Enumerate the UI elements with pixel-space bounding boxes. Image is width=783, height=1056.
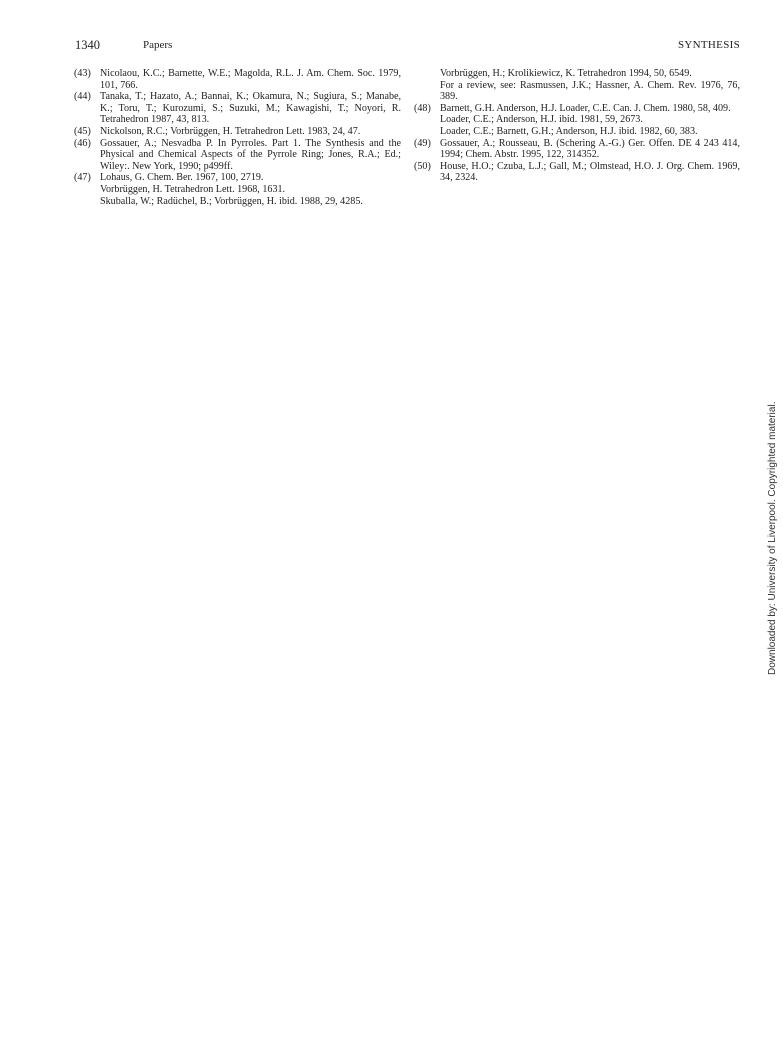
reference-number: (44) <box>74 91 91 103</box>
reference-continuation: Skuballa, W.; Radüchel, B.; Vorbrüggen, H. ibid. 1988, 29, 4285. <box>100 195 363 207</box>
reference-number: (46) <box>74 137 91 149</box>
reference-50 <box>414 161 740 184</box>
reference-number: (48) <box>414 102 431 114</box>
reference-number: (50) <box>414 160 431 172</box>
reference-continuation: Loader, C.E.; Anderson, H.J. ibid. 1981, 59, 2673. <box>440 114 643 126</box>
reference-45 <box>74 126 401 138</box>
references-left-column <box>74 68 401 207</box>
reference-48 <box>414 103 740 115</box>
reference-text: House, H.O.; Czuba, L.J.; Gall, M.; Olmstead, H.O. J. Org. Chem. 1969, 34, 2324. <box>440 160 740 184</box>
reference-continuation: Vorbrüggen, H.; Krolikiewicz, K. Tetrahedron 1994, 50, 6549. <box>440 68 692 79</box>
reference-49 <box>414 138 740 161</box>
reference-continuation: For a review, see: Rasmussen, J.K.; Hassner, A. Chem. Rev. 1976, 76, 389. <box>440 79 740 103</box>
reference-46 <box>74 138 401 173</box>
reference-continuation: Vorbrüggen, H. Tetrahedron Lett. 1968, 1631. <box>100 183 286 195</box>
reference-number: (43) <box>74 68 91 79</box>
reference-47 <box>74 172 401 184</box>
reference-44 <box>74 91 401 126</box>
page-number: 1340 <box>75 38 100 52</box>
reference-number: (49) <box>414 137 431 149</box>
reference-text: Barnett, G.H. Anderson, H.J. Loader, C.E. Can. J. Chem. 1980, 58, 409. <box>440 102 731 114</box>
download-watermark: Downloaded by: University of Liverpool. Copyrighted material. <box>767 401 778 675</box>
reference-text: Gossauer, A.; Nesvadba P. In Pyrroles. Part 1. The Synthesis and the Physical and Chemical Aspects of the Pyrrole Ring; Jones, R.A.; Ed.; Wiley:. New York, 1990; p499ff. <box>100 137 401 172</box>
reference-text: Gossauer, A.; Rousseau, B. (Schering A.-G.) Ger. Offen. DE 4 243 414, 1994; Chem. Abstr. 1995, 122, 314352. <box>440 137 740 161</box>
reference-text: Nickolson, R.C.; Vorbrüggen, H. Tetrahedron Lett. 1983, 24, 47. <box>100 125 361 137</box>
reference-continuation: Loader, C.E.; Barnett, G.H.; Anderson, H.J. ibid. 1982, 60, 383. <box>440 125 698 137</box>
section-label: Papers <box>143 39 173 51</box>
reference-text: Tanaka, T.; Hazato, A.; Bannai, K.; Okamura, N.; Sugiura, S.; Manabe, K.; Toru, T.; Kurozumi, S.; Suzuki, M.; Kawagishi, T.; Noyori, R. Tetrahedron 1987, 43, 813. <box>100 91 401 126</box>
reference-text: Nicolaou, K.C.; Barnette, W.E.; Magolda, R.L. J. Am. Chem. Soc. 1979, 101, 766. <box>100 68 401 91</box>
references-right-column <box>414 68 740 184</box>
reference-text: Lohaus, G. Chem. Ber. 1967, 100, 2719. <box>100 172 264 184</box>
running-header <box>75 38 740 56</box>
reference-number: (45) <box>74 125 91 137</box>
journal-name: SYNTHESIS <box>678 39 740 51</box>
reference-number: (47) <box>74 172 91 184</box>
reference-43 <box>74 68 401 91</box>
